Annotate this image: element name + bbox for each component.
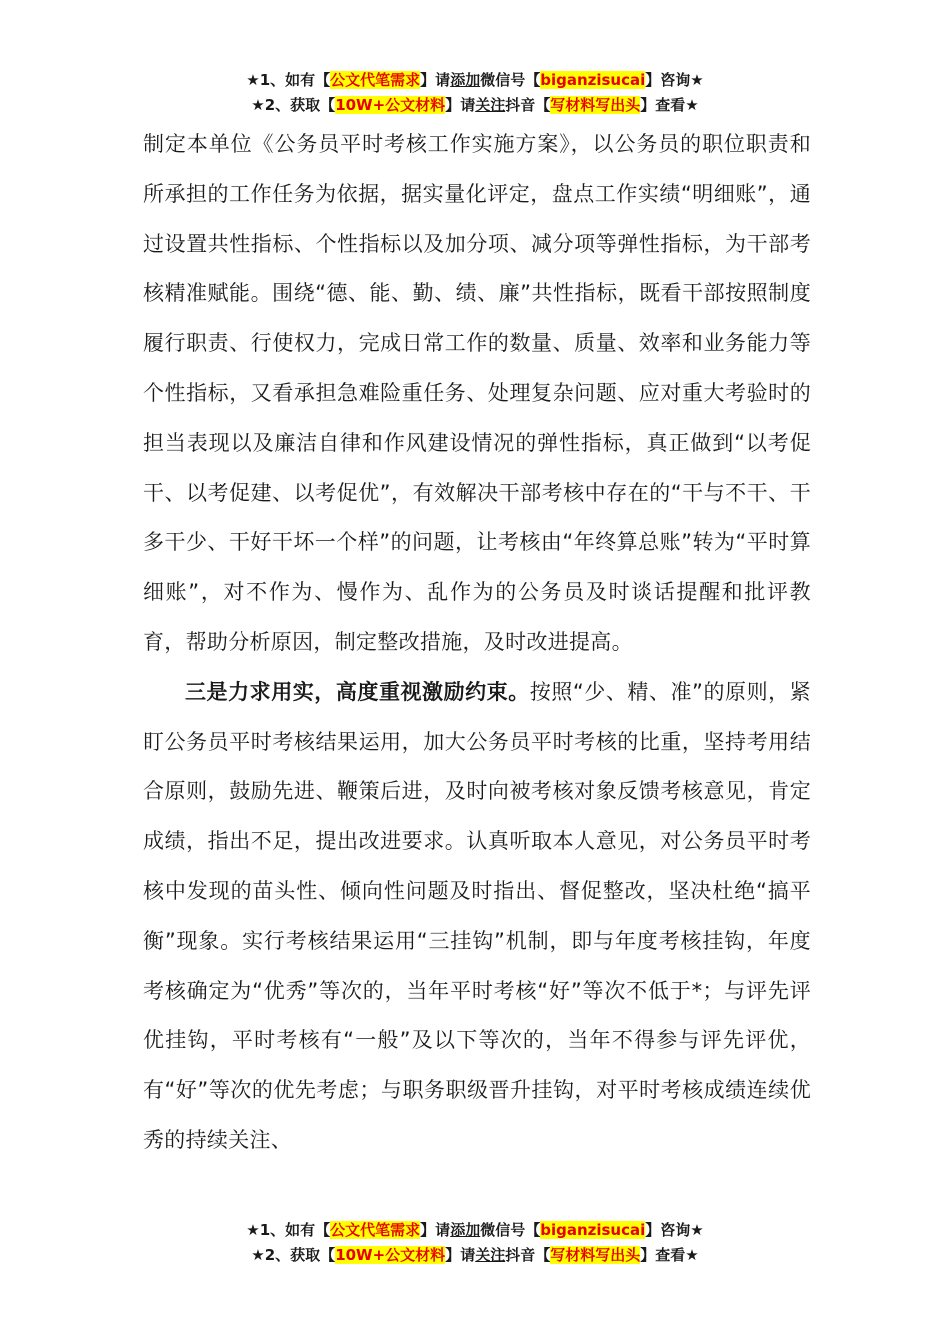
banner-highlight: biganzisucai [540,71,646,89]
banner-line-1 [0,1218,950,1243]
banner-text: 微信号【 [480,1221,541,1239]
banner-text: 】查看★ [640,1246,699,1264]
banner-text: ★2、获取【 [251,96,336,114]
banner-text: 抖音【 [505,1246,551,1264]
banner-text: ★2、获取【 [251,1246,336,1264]
banner-text: 】咨询★ [645,71,704,89]
banner-text: 】查看★ [640,96,699,114]
banner-text: 抖音【 [505,96,551,114]
footer-banner [0,1218,950,1268]
paragraph: 制定本单位《公务员平时考核工作实施方案》，以公务员的职位职责和所承担的工作任务为依据，据实量化评定，盘点工作实绩“明细账”，通过设置共性指标、个性指标以及加分项、减分项等弹性指标，为干部考核精准赋能。围绕“德、能、勤、绩、廉”共性指标，既看干部按照制度履行职责、行使权力，完成日常工作的数量、质量、效率和业务能力等个性指标，又看承担急难险重任务、处理复杂问题、应对重大考验时的担当表现以及廉洁自律和作风建设情况的弹性指标，真正做到“以考促干、以考促建、以考促优”，有效解决干部考核中存在的“干与不干、干多干少、干好干坏一个样”的问题，让考核由“年终算总账”转为“平时算细账”，对不作为、慢作为、乱作为的公务员及时谈话提醒和批评教育，帮助分析原因，制定整改措施，及时改进提高。 [143,132,811,654]
banner-highlight: 写材料写出头 [550,1246,641,1264]
banner-underline: 关注 [475,1246,506,1264]
banner-text: ★1、如有【 [246,71,331,89]
banner-underline: 添加 [450,71,481,89]
document-body [143,120,811,1166]
banner-text: 】请 [420,1221,451,1239]
banner-highlight: 10W+公文材料 [335,96,446,114]
banner-highlight: 10W+公文材料 [335,1246,446,1264]
banner-text: ★1、如有【 [246,1221,331,1239]
banner-text: 】请 [420,71,451,89]
banner-underline: 添加 [450,1221,481,1239]
paragraph [143,668,811,1166]
banner-highlight: biganzisucai [540,1221,646,1239]
banner-text: 】咨询★ [645,1221,704,1239]
banner-text: 】请 [445,1246,476,1264]
banner-text: 微信号【 [480,71,541,89]
header-banner [0,68,950,118]
banner-highlight: 写材料写出头 [550,96,641,114]
banner-line-2 [0,93,950,118]
banner-highlight: 公文代笔需求 [330,1221,421,1239]
banner-highlight: 公文代笔需求 [330,71,421,89]
banner-line-2 [0,1243,950,1268]
banner-line-1 [0,68,950,93]
banner-underline: 关注 [475,96,506,114]
paragraph-text: 按照“少、精、准”的原则，紧盯公务员平时考核结果运用，加大公务员平时考核的比重，坚持考用结合原则，鼓励先进、鞭策后进，及时向被考核对象反馈考核意见，肯定成绩，指出不足，提出改进要求。认真听取本人意见，对公务员平时考核中发现的苗头性、倾向性问题及时指出、督促整改，坚决杜绝“搞平衡”现象。实行考核结果运用“三挂钩”机制，即与年度考核挂钩，年度考核确定为“优秀”等次的，当年平时考核“好”等次不低于*；与评先评优挂钩，平时考核有“一般”及以下等次的，当年不得参与评先评优，有“好”等次的优先考虑；与职务职级晋升挂钩，对平时考核成绩连续优秀的持续关注、 [143,679,811,1152]
paragraph-lead: 三是力求用实，高度重视激励约束。 [185,679,530,704]
banner-text: 】请 [445,96,476,114]
